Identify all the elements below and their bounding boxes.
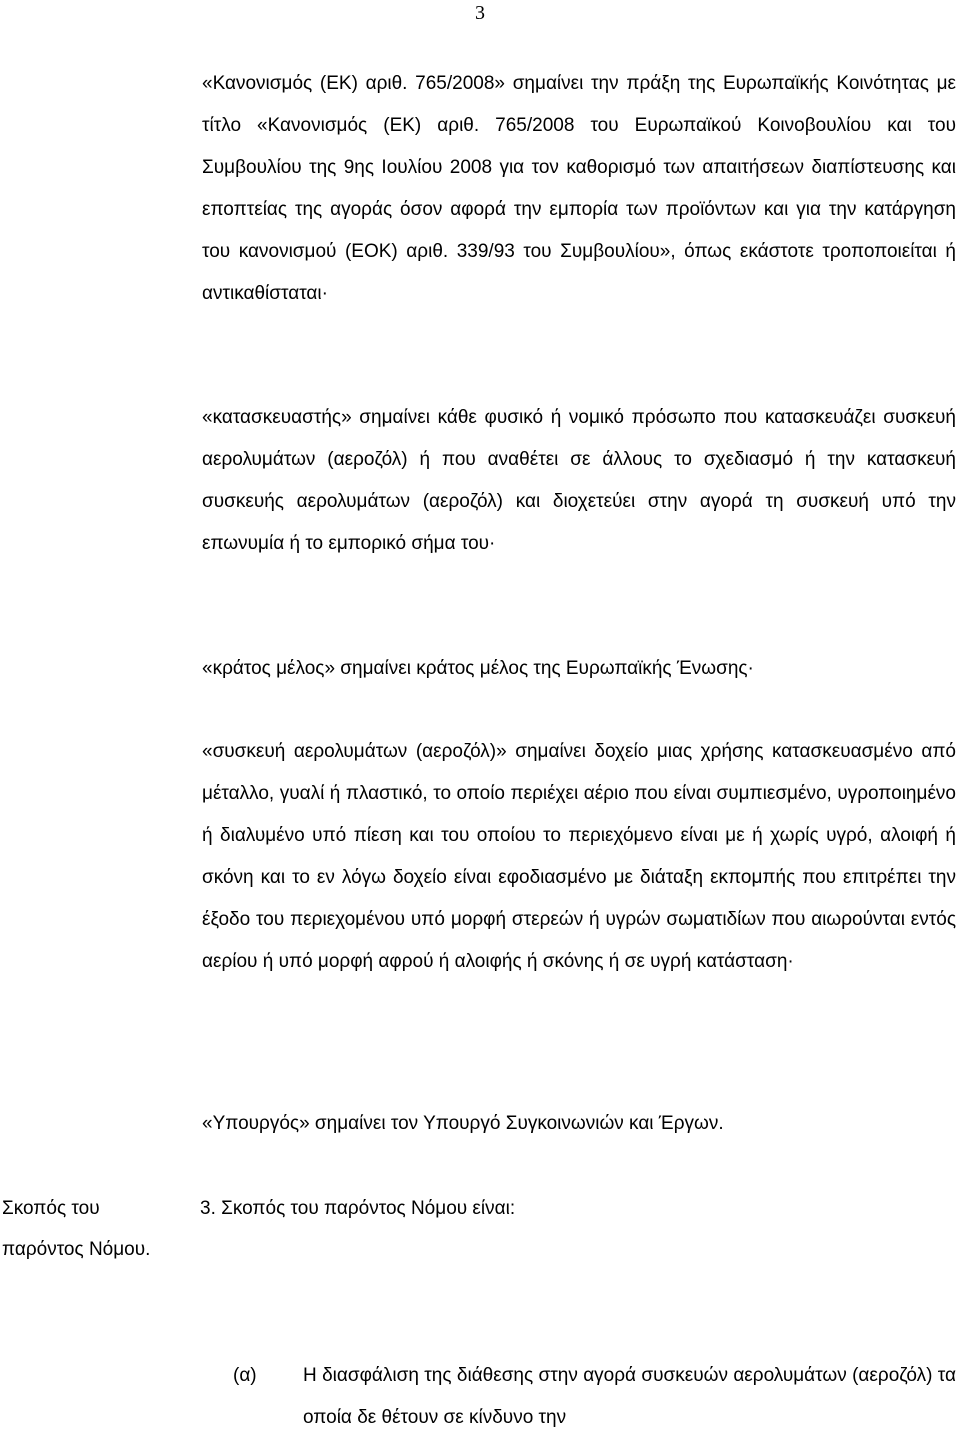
definition-member-state: «κράτος μέλος» σημαίνει κράτος μέλος της Ευρωπαϊκής Ένωσης· [202,658,754,679]
definition-minister: «Υπουργός» σημαίνει τον Υπουργό Συγκοινωνιών και Έργων. [202,1113,724,1134]
margin-note: Σκοπός του παρόντος Νόμου. [2,1198,151,1260]
list-item-label: (α) [233,1365,257,1386]
page-number: 3 [475,2,485,24]
section-heading: 3. Σκοπός του παρόντος Νόμου είναι: [200,1198,516,1219]
definition-regulation-765-2008: «Κανονισμός (ΕΚ) αριθ. 765/2008» σημαίνει την πράξη της Ευρωπαϊκής Κοινότητας με τίτλο «Κανονισμός (ΕΚ) αριθ. 765/2008 του Ευρωπαϊκού Κοινοβουλίου και του Συμβουλίου της 9ης Ιουλίου 2008 για τον καθορισμό των απαιτήσεων διαπίστευσης και εποπτείας της αγοράς όσον αφορά την εμπορία των προϊόντων και για την κατάργηση του κανονισμού (ΕΟΚ) αριθ. 339/93 του Συμβουλίου», όπως εκάστοτε τροποποιείται ή αντικαθίσταται· [202,73,956,304]
definition-aerosol-dispenser: «συσκευή αερολυμάτων (αεροζόλ)» σημαίνει δοχείο μιας χρήσης κατασκευασμένο από μέταλλο, γυαλί ή πλαστικό, το οποίο περιέχει αέριο που είναι συμπιεσμένο, υγροποιημένο ή διαλυμένο υπό πίεση και του οποίου το περιεχόμενο είναι με ή χωρίς υγρό, αλοιφή ή σκόνη και το εν λόγω δοχείο είναι εφοδιασμένο με διάταξη εκπομπής που επιτρέπει την έξοδο του περιεχομένου υπό μορφή στερεών ή υγρών σωματιδίων που αιωρούνται εντός αερίου ή υπό μορφή αφρού ή αλοιφής ή σκόνης ή σε υγρή κατάσταση· [202,741,956,972]
list-item [233,1355,956,1439]
list-item-text: Η διασφάλιση της διάθεσης στην αγορά συσκευών αερολυμάτων (αεροζόλ) τα οποία δε θέτουν σε κίνδυνο την [303,1365,956,1428]
definition-manufacturer: «κατασκευαστής» σημαίνει κάθε φυσικό ή νομικό πρόσωπο που κατασκευάζει συσκευή αερολυμάτων (αεροζόλ) ή που αναθέτει σε άλλους το σχεδιασμό ή την κατασκευή συσκευής αερολυμάτων (αεροζόλ) και διοχετεύει στην αγορά τη συσκευή υπό την επωνυμία ή το εμπορικό σήμα του· [202,407,956,554]
